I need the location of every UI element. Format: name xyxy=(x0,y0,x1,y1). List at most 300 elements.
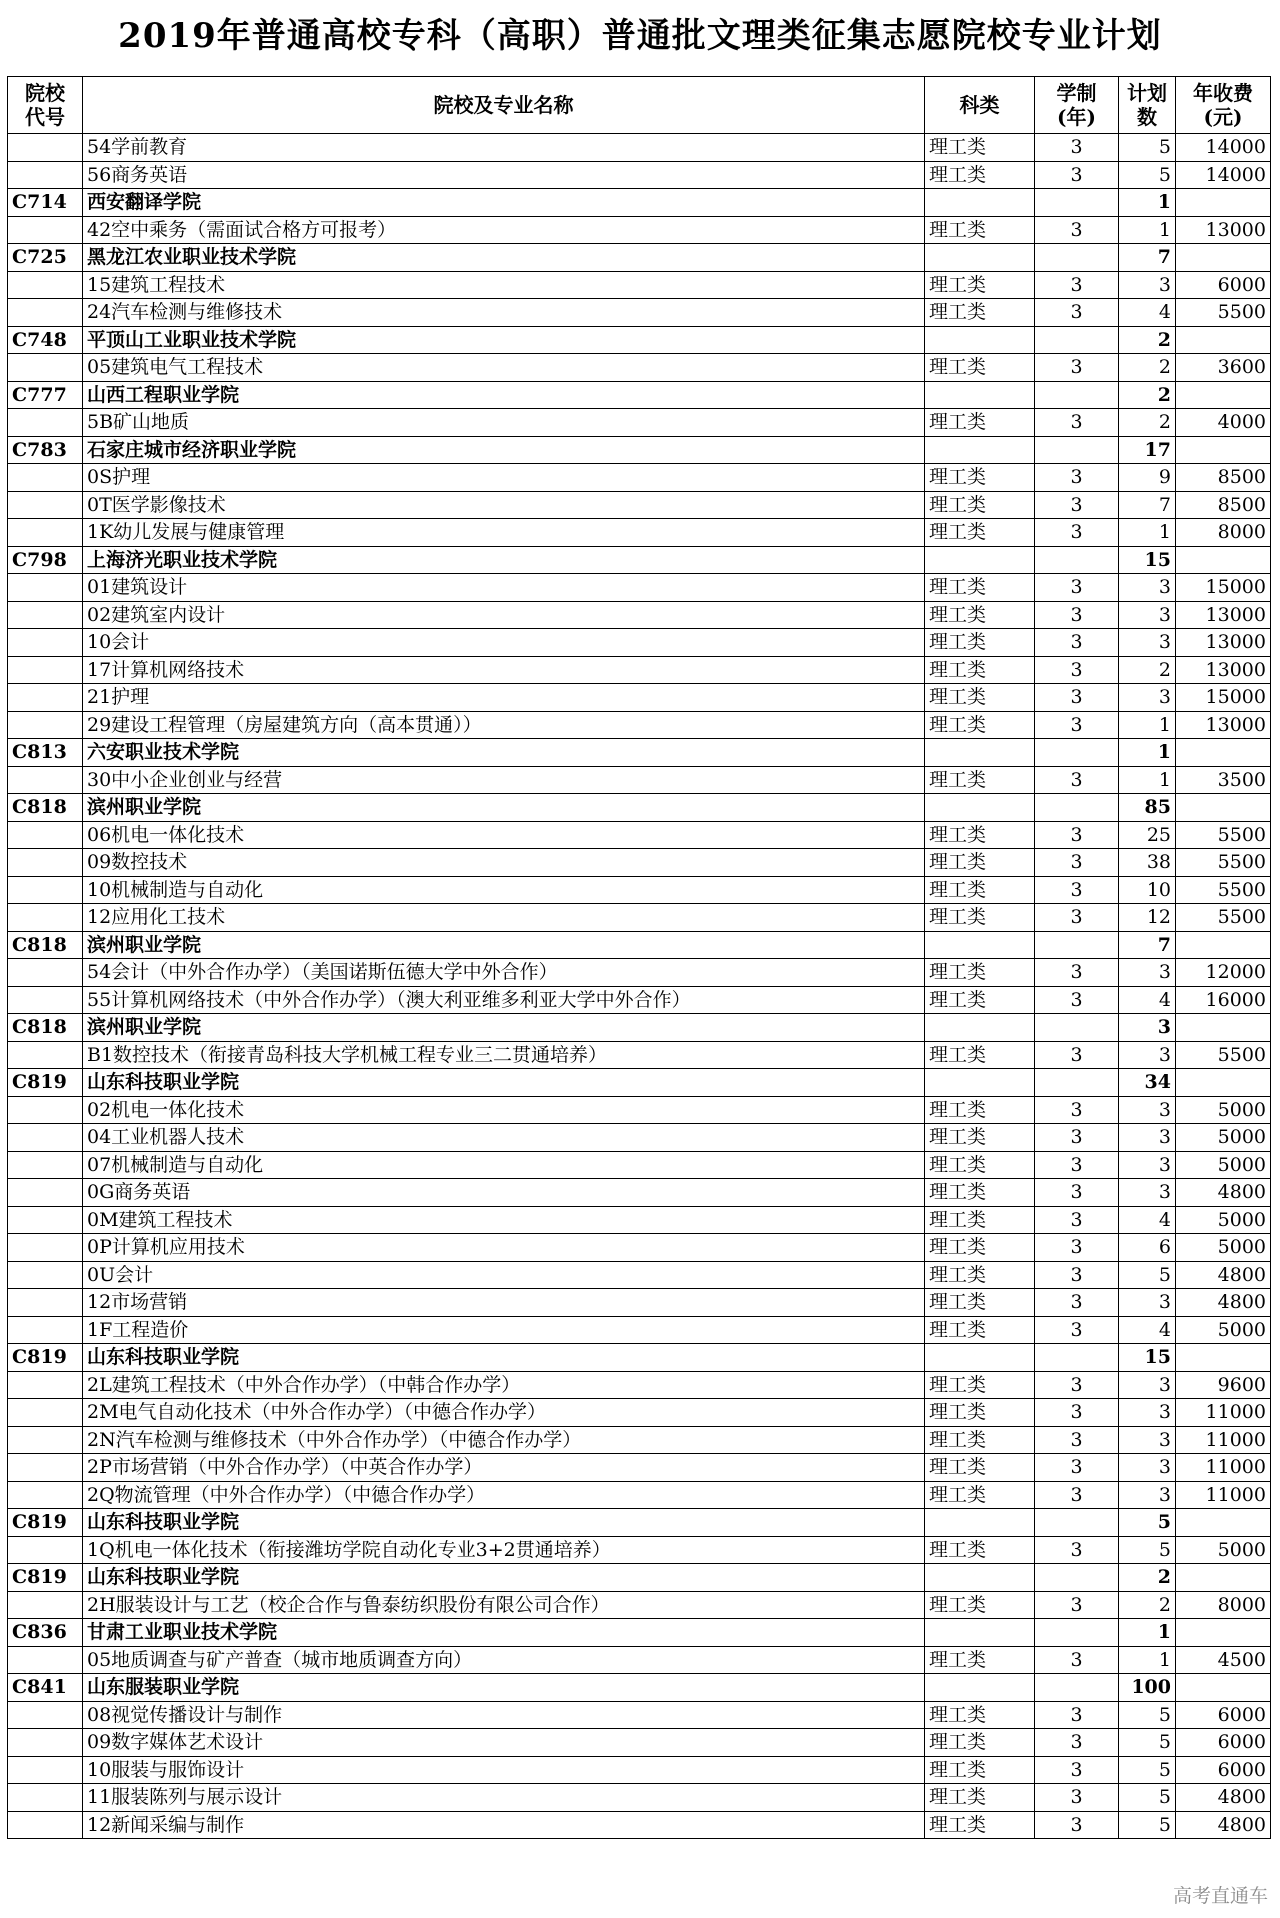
cell-fee xyxy=(1176,931,1271,959)
cell-fee: 14000 xyxy=(1176,134,1271,162)
school-row xyxy=(8,326,1271,354)
cell-fee: 6000 xyxy=(1176,271,1271,299)
header-fee: 年收费 (元) xyxy=(1176,77,1271,134)
cell-code xyxy=(8,161,83,189)
major-row xyxy=(8,766,1271,794)
cell-years: 3 xyxy=(1035,959,1119,987)
cell-name: 12新闻采编与制作 xyxy=(83,1811,925,1839)
cell-fee: 4800 xyxy=(1176,1784,1271,1812)
cell-category: 理工类 xyxy=(925,1481,1035,1509)
cell-plan: 1 xyxy=(1119,1646,1176,1674)
cell-plan: 1 xyxy=(1119,216,1176,244)
cell-years: 3 xyxy=(1035,1756,1119,1784)
cell-plan: 3 xyxy=(1119,1014,1176,1042)
cell-plan: 5 xyxy=(1119,1756,1176,1784)
cell-plan: 1 xyxy=(1119,519,1176,547)
cell-category: 理工类 xyxy=(925,904,1035,932)
cell-fee: 11000 xyxy=(1176,1454,1271,1482)
cell-name: 0P计算机应用技术 xyxy=(83,1234,925,1262)
major-row xyxy=(8,1179,1271,1207)
cell-category: 理工类 xyxy=(925,959,1035,987)
cell-years: 3 xyxy=(1035,134,1119,162)
cell-name: 29建设工程管理（房屋建筑方向（高本贯通）） xyxy=(83,711,925,739)
cell-name: 12市场营销 xyxy=(83,1289,925,1317)
cell-plan: 2 xyxy=(1119,656,1176,684)
major-row xyxy=(8,409,1271,437)
header-plan: 计划 数 xyxy=(1119,77,1176,134)
cell-plan: 5 xyxy=(1119,161,1176,189)
cell-plan: 3 xyxy=(1119,959,1176,987)
cell-plan: 3 xyxy=(1119,1096,1176,1124)
cell-years: 3 xyxy=(1035,161,1119,189)
cell-category: 理工类 xyxy=(925,216,1035,244)
cell-code xyxy=(8,519,83,547)
cell-fee: 6000 xyxy=(1176,1729,1271,1757)
major-row xyxy=(8,1426,1271,1454)
cell-years: 3 xyxy=(1035,1701,1119,1729)
cell-name: 西安翻译学院 xyxy=(83,189,925,217)
cell-category: 理工类 xyxy=(925,849,1035,877)
cell-category: 理工类 xyxy=(925,821,1035,849)
cell-code xyxy=(8,1399,83,1427)
cell-plan: 15 xyxy=(1119,1344,1176,1372)
cell-fee xyxy=(1176,326,1271,354)
cell-name: B1数控技术（衔接青岛科技大学机械工程专业三二贯通培养） xyxy=(83,1041,925,1069)
cell-years: 3 xyxy=(1035,1454,1119,1482)
major-row xyxy=(8,354,1271,382)
cell-name: 山东服装职业学院 xyxy=(83,1674,925,1702)
cell-name: 2H服装设计与工艺（校企合作与鲁泰纺织股份有限公司合作） xyxy=(83,1591,925,1619)
major-row xyxy=(8,821,1271,849)
cell-years xyxy=(1035,739,1119,767)
major-row xyxy=(8,161,1271,189)
major-row xyxy=(8,1151,1271,1179)
cell-fee xyxy=(1176,546,1271,574)
cell-fee: 5500 xyxy=(1176,876,1271,904)
cell-plan: 3 xyxy=(1119,1481,1176,1509)
major-row xyxy=(8,629,1271,657)
cell-years: 3 xyxy=(1035,299,1119,327)
cell-fee: 5000 xyxy=(1176,1316,1271,1344)
cell-fee: 5000 xyxy=(1176,1096,1271,1124)
cell-plan: 7 xyxy=(1119,931,1176,959)
cell-plan: 5 xyxy=(1119,1729,1176,1757)
cell-code xyxy=(8,1179,83,1207)
cell-fee xyxy=(1176,794,1271,822)
cell-years xyxy=(1035,436,1119,464)
major-row xyxy=(8,1646,1271,1674)
cell-category: 理工类 xyxy=(925,1179,1035,1207)
cell-category: 理工类 xyxy=(925,629,1035,657)
major-row xyxy=(8,1399,1271,1427)
cell-plan: 3 xyxy=(1119,1454,1176,1482)
cell-code xyxy=(8,601,83,629)
cell-fee: 4800 xyxy=(1176,1261,1271,1289)
cell-category xyxy=(925,1619,1035,1647)
cell-category: 理工类 xyxy=(925,1234,1035,1262)
cell-category: 理工类 xyxy=(925,1316,1035,1344)
major-row xyxy=(8,684,1271,712)
cell-name: 06机电一体化技术 xyxy=(83,821,925,849)
cell-years: 3 xyxy=(1035,1481,1119,1509)
cell-code: C841 xyxy=(8,1674,83,1702)
cell-name: 56商务英语 xyxy=(83,161,925,189)
cell-name: 山东科技职业学院 xyxy=(83,1069,925,1097)
major-row xyxy=(8,1536,1271,1564)
school-row xyxy=(8,1509,1271,1537)
cell-name: 05地质调查与矿产普查（城市地质调查方向） xyxy=(83,1646,925,1674)
cell-fee xyxy=(1176,1619,1271,1647)
cell-name: 石家庄城市经济职业学院 xyxy=(83,436,925,464)
cell-fee: 4800 xyxy=(1176,1811,1271,1839)
cell-plan: 3 xyxy=(1119,629,1176,657)
cell-plan: 2 xyxy=(1119,381,1176,409)
cell-category: 理工类 xyxy=(925,1591,1035,1619)
cell-plan: 34 xyxy=(1119,1069,1176,1097)
school-row xyxy=(8,739,1271,767)
major-row xyxy=(8,711,1271,739)
cell-plan: 9 xyxy=(1119,464,1176,492)
cell-plan: 2 xyxy=(1119,1591,1176,1619)
cell-fee: 8000 xyxy=(1176,519,1271,547)
cell-code xyxy=(8,491,83,519)
cell-code xyxy=(8,959,83,987)
cell-years: 3 xyxy=(1035,519,1119,547)
major-row xyxy=(8,601,1271,629)
cell-name: 1K幼儿发展与健康管理 xyxy=(83,519,925,547)
cell-code xyxy=(8,904,83,932)
header-category: 科类 xyxy=(925,77,1035,134)
cell-plan: 2 xyxy=(1119,326,1176,354)
cell-name: 55计算机网络技术（中外合作办学）（澳大利亚维多利亚大学中外合作） xyxy=(83,986,925,1014)
cell-years: 3 xyxy=(1035,1206,1119,1234)
cell-name: 甘肃工业职业技术学院 xyxy=(83,1619,925,1647)
cell-fee: 5500 xyxy=(1176,299,1271,327)
cell-code: C777 xyxy=(8,381,83,409)
cell-name: 0G商务英语 xyxy=(83,1179,925,1207)
cell-name: 2N汽车检测与维修技术（中外合作办学）（中德合作办学） xyxy=(83,1426,925,1454)
cell-years: 3 xyxy=(1035,986,1119,1014)
cell-category: 理工类 xyxy=(925,1041,1035,1069)
cell-name: 10服装与服饰设计 xyxy=(83,1756,925,1784)
cell-name: 山东科技职业学院 xyxy=(83,1344,925,1372)
cell-years: 3 xyxy=(1035,491,1119,519)
cell-code xyxy=(8,271,83,299)
cell-years: 3 xyxy=(1035,354,1119,382)
cell-category: 理工类 xyxy=(925,1811,1035,1839)
cell-plan: 3 xyxy=(1119,1371,1176,1399)
cell-name: 07机械制造与自动化 xyxy=(83,1151,925,1179)
cell-plan: 10 xyxy=(1119,876,1176,904)
major-row xyxy=(8,1454,1271,1482)
cell-years xyxy=(1035,1674,1119,1702)
cell-code: C813 xyxy=(8,739,83,767)
cell-code xyxy=(8,1426,83,1454)
cell-years: 3 xyxy=(1035,1591,1119,1619)
cell-plan: 6 xyxy=(1119,1234,1176,1262)
cell-fee: 6000 xyxy=(1176,1701,1271,1729)
cell-fee: 6000 xyxy=(1176,1756,1271,1784)
cell-name: 2M电气自动化技术（中外合作办学）（中德合作办学） xyxy=(83,1399,925,1427)
cell-years xyxy=(1035,1069,1119,1097)
cell-code xyxy=(8,1811,83,1839)
cell-plan: 3 xyxy=(1119,684,1176,712)
cell-category: 理工类 xyxy=(925,1399,1035,1427)
cell-category: 理工类 xyxy=(925,1426,1035,1454)
cell-code xyxy=(8,409,83,437)
cell-code: C819 xyxy=(8,1564,83,1592)
cell-years: 3 xyxy=(1035,1426,1119,1454)
cell-name: 09数控技术 xyxy=(83,849,925,877)
cell-category xyxy=(925,189,1035,217)
cell-years: 3 xyxy=(1035,684,1119,712)
major-row xyxy=(8,299,1271,327)
cell-category xyxy=(925,1014,1035,1042)
cell-years: 3 xyxy=(1035,271,1119,299)
cell-plan: 3 xyxy=(1119,1289,1176,1317)
cell-fee: 16000 xyxy=(1176,986,1271,1014)
cell-years xyxy=(1035,1014,1119,1042)
cell-code: C725 xyxy=(8,244,83,272)
major-row xyxy=(8,574,1271,602)
major-row xyxy=(8,271,1271,299)
page-title: 2019年普通高校专科（高职）普通批文理类征集志愿院校专业计划 xyxy=(118,16,1162,56)
cell-plan: 1 xyxy=(1119,711,1176,739)
major-row xyxy=(8,1234,1271,1262)
major-row xyxy=(8,134,1271,162)
cell-plan: 5 xyxy=(1119,1811,1176,1839)
cell-name: 42空中乘务（需面试合格方可报考） xyxy=(83,216,925,244)
cell-name: 12应用化工技术 xyxy=(83,904,925,932)
school-row xyxy=(8,1069,1271,1097)
cell-fee: 13000 xyxy=(1176,711,1271,739)
cell-plan: 3 xyxy=(1119,601,1176,629)
cell-plan: 17 xyxy=(1119,436,1176,464)
cell-code xyxy=(8,574,83,602)
cell-plan: 15 xyxy=(1119,546,1176,574)
cell-category: 理工类 xyxy=(925,1701,1035,1729)
cell-plan: 1 xyxy=(1119,189,1176,217)
cell-years: 3 xyxy=(1035,1179,1119,1207)
cell-code xyxy=(8,849,83,877)
cell-name: 0U会计 xyxy=(83,1261,925,1289)
cell-years xyxy=(1035,189,1119,217)
cell-years: 3 xyxy=(1035,1399,1119,1427)
watermark-text: 高考直通车 xyxy=(1172,1885,1268,1907)
cell-code xyxy=(8,656,83,684)
cell-plan: 4 xyxy=(1119,1206,1176,1234)
cell-years: 3 xyxy=(1035,1646,1119,1674)
cell-category xyxy=(925,1564,1035,1592)
major-row xyxy=(8,986,1271,1014)
cell-category: 理工类 xyxy=(925,464,1035,492)
cell-fee: 13000 xyxy=(1176,629,1271,657)
cell-years: 3 xyxy=(1035,849,1119,877)
cell-category: 理工类 xyxy=(925,1261,1035,1289)
major-row xyxy=(8,1811,1271,1839)
cell-plan: 5 xyxy=(1119,1784,1176,1812)
cell-name: 滨州职业学院 xyxy=(83,794,925,822)
cell-years: 3 xyxy=(1035,766,1119,794)
cell-code xyxy=(8,711,83,739)
major-row xyxy=(8,849,1271,877)
cell-category: 理工类 xyxy=(925,1536,1035,1564)
cell-category xyxy=(925,381,1035,409)
major-row xyxy=(8,1756,1271,1784)
cell-name: 山东科技职业学院 xyxy=(83,1509,925,1537)
cell-years xyxy=(1035,546,1119,574)
cell-plan: 5 xyxy=(1119,1701,1176,1729)
cell-name: 滨州职业学院 xyxy=(83,1014,925,1042)
school-row xyxy=(8,189,1271,217)
cell-name: 1F工程造价 xyxy=(83,1316,925,1344)
cell-fee: 5500 xyxy=(1176,821,1271,849)
cell-category xyxy=(925,739,1035,767)
cell-category xyxy=(925,1674,1035,1702)
cell-years: 3 xyxy=(1035,464,1119,492)
cell-plan: 5 xyxy=(1119,1536,1176,1564)
cell-name: 02机电一体化技术 xyxy=(83,1096,925,1124)
cell-fee: 4800 xyxy=(1176,1179,1271,1207)
cell-name: 黑龙江农业职业技术学院 xyxy=(83,244,925,272)
cell-years: 3 xyxy=(1035,1811,1119,1839)
cell-fee: 5000 xyxy=(1176,1124,1271,1152)
cell-fee: 4500 xyxy=(1176,1646,1271,1674)
cell-fee: 14000 xyxy=(1176,161,1271,189)
school-row xyxy=(8,381,1271,409)
cell-fee: 11000 xyxy=(1176,1481,1271,1509)
cell-category: 理工类 xyxy=(925,1096,1035,1124)
cell-code xyxy=(8,876,83,904)
cell-name: 02建筑室内设计 xyxy=(83,601,925,629)
cell-name: 04工业机器人技术 xyxy=(83,1124,925,1152)
cell-years: 3 xyxy=(1035,409,1119,437)
cell-plan: 7 xyxy=(1119,491,1176,519)
cell-name: 17计算机网络技术 xyxy=(83,656,925,684)
cell-name: 1Q机电一体化技术（衔接潍坊学院自动化专业3+2贯通培养） xyxy=(83,1536,925,1564)
cell-code: C798 xyxy=(8,546,83,574)
cell-category: 理工类 xyxy=(925,1151,1035,1179)
cell-code xyxy=(8,1041,83,1069)
cell-code xyxy=(8,1756,83,1784)
cell-plan: 12 xyxy=(1119,904,1176,932)
cell-category: 理工类 xyxy=(925,684,1035,712)
cell-category: 理工类 xyxy=(925,1371,1035,1399)
cell-fee: 3500 xyxy=(1176,766,1271,794)
cell-name: 2L建筑工程技术（中外合作办学）（中韩合作办学） xyxy=(83,1371,925,1399)
cell-years xyxy=(1035,381,1119,409)
cell-years: 3 xyxy=(1035,1536,1119,1564)
cell-name: 5B矿山地质 xyxy=(83,409,925,437)
cell-years: 3 xyxy=(1035,216,1119,244)
cell-fee xyxy=(1176,1674,1271,1702)
cell-plan: 38 xyxy=(1119,849,1176,877)
cell-category: 理工类 xyxy=(925,1756,1035,1784)
cell-category: 理工类 xyxy=(925,876,1035,904)
cell-plan: 2 xyxy=(1119,409,1176,437)
cell-name: 平顶山工业职业技术学院 xyxy=(83,326,925,354)
cell-category xyxy=(925,1344,1035,1372)
cell-fee: 5500 xyxy=(1176,1041,1271,1069)
major-row xyxy=(8,1041,1271,1069)
cell-name: 2P市场营销（中外合作办学）（中英合作办学） xyxy=(83,1454,925,1482)
cell-category xyxy=(925,1509,1035,1537)
cell-category xyxy=(925,546,1035,574)
cell-fee: 13000 xyxy=(1176,601,1271,629)
cell-plan: 3 xyxy=(1119,1179,1176,1207)
cell-code: C783 xyxy=(8,436,83,464)
cell-years: 3 xyxy=(1035,1234,1119,1262)
cell-name: 30中小企业创业与经营 xyxy=(83,766,925,794)
cell-years: 3 xyxy=(1035,601,1119,629)
major-row xyxy=(8,519,1271,547)
cell-code xyxy=(8,1481,83,1509)
cell-plan: 4 xyxy=(1119,299,1176,327)
major-row xyxy=(8,216,1271,244)
cell-fee: 5000 xyxy=(1176,1206,1271,1234)
cell-code xyxy=(8,1234,83,1262)
cell-name: 54学前教育 xyxy=(83,134,925,162)
cell-years: 3 xyxy=(1035,1784,1119,1812)
cell-name: 05建筑电气工程技术 xyxy=(83,354,925,382)
cell-name: 21护理 xyxy=(83,684,925,712)
cell-fee: 11000 xyxy=(1176,1426,1271,1454)
cell-name: 54会计（中外合作办学）（美国诺斯伍德大学中外合作） xyxy=(83,959,925,987)
cell-code xyxy=(8,1289,83,1317)
cell-fee xyxy=(1176,739,1271,767)
cell-years xyxy=(1035,244,1119,272)
school-row xyxy=(8,1014,1271,1042)
cell-name: 11服装陈列与展示设计 xyxy=(83,1784,925,1812)
cell-fee: 13000 xyxy=(1176,216,1271,244)
cell-code xyxy=(8,134,83,162)
major-row xyxy=(8,1591,1271,1619)
cell-category xyxy=(925,794,1035,822)
cell-name: 08视觉传播设计与制作 xyxy=(83,1701,925,1729)
cell-code: C819 xyxy=(8,1344,83,1372)
cell-years xyxy=(1035,326,1119,354)
cell-code xyxy=(8,1151,83,1179)
cell-category: 理工类 xyxy=(925,1784,1035,1812)
major-row xyxy=(8,1316,1271,1344)
cell-code xyxy=(8,629,83,657)
cell-name: 09数字媒体艺术设计 xyxy=(83,1729,925,1757)
cell-years xyxy=(1035,1619,1119,1647)
cell-fee xyxy=(1176,381,1271,409)
cell-years: 3 xyxy=(1035,656,1119,684)
major-row xyxy=(8,491,1271,519)
cell-category: 理工类 xyxy=(925,711,1035,739)
cell-code: C836 xyxy=(8,1619,83,1647)
major-row xyxy=(8,464,1271,492)
cell-name: 10会计 xyxy=(83,629,925,657)
cell-code: C819 xyxy=(8,1509,83,1537)
cell-category: 理工类 xyxy=(925,354,1035,382)
cell-fee: 4800 xyxy=(1176,1289,1271,1317)
cell-plan: 1 xyxy=(1119,739,1176,767)
cell-category: 理工类 xyxy=(925,161,1035,189)
school-row xyxy=(8,1564,1271,1592)
cell-name: 山东科技职业学院 xyxy=(83,1564,925,1592)
cell-code xyxy=(8,1316,83,1344)
cell-name: 01建筑设计 xyxy=(83,574,925,602)
cell-code: C714 xyxy=(8,189,83,217)
cell-plan: 1 xyxy=(1119,1619,1176,1647)
cell-plan: 3 xyxy=(1119,1041,1176,1069)
cell-category: 理工类 xyxy=(925,409,1035,437)
cell-plan: 100 xyxy=(1119,1674,1176,1702)
table-header-row xyxy=(8,77,1271,134)
